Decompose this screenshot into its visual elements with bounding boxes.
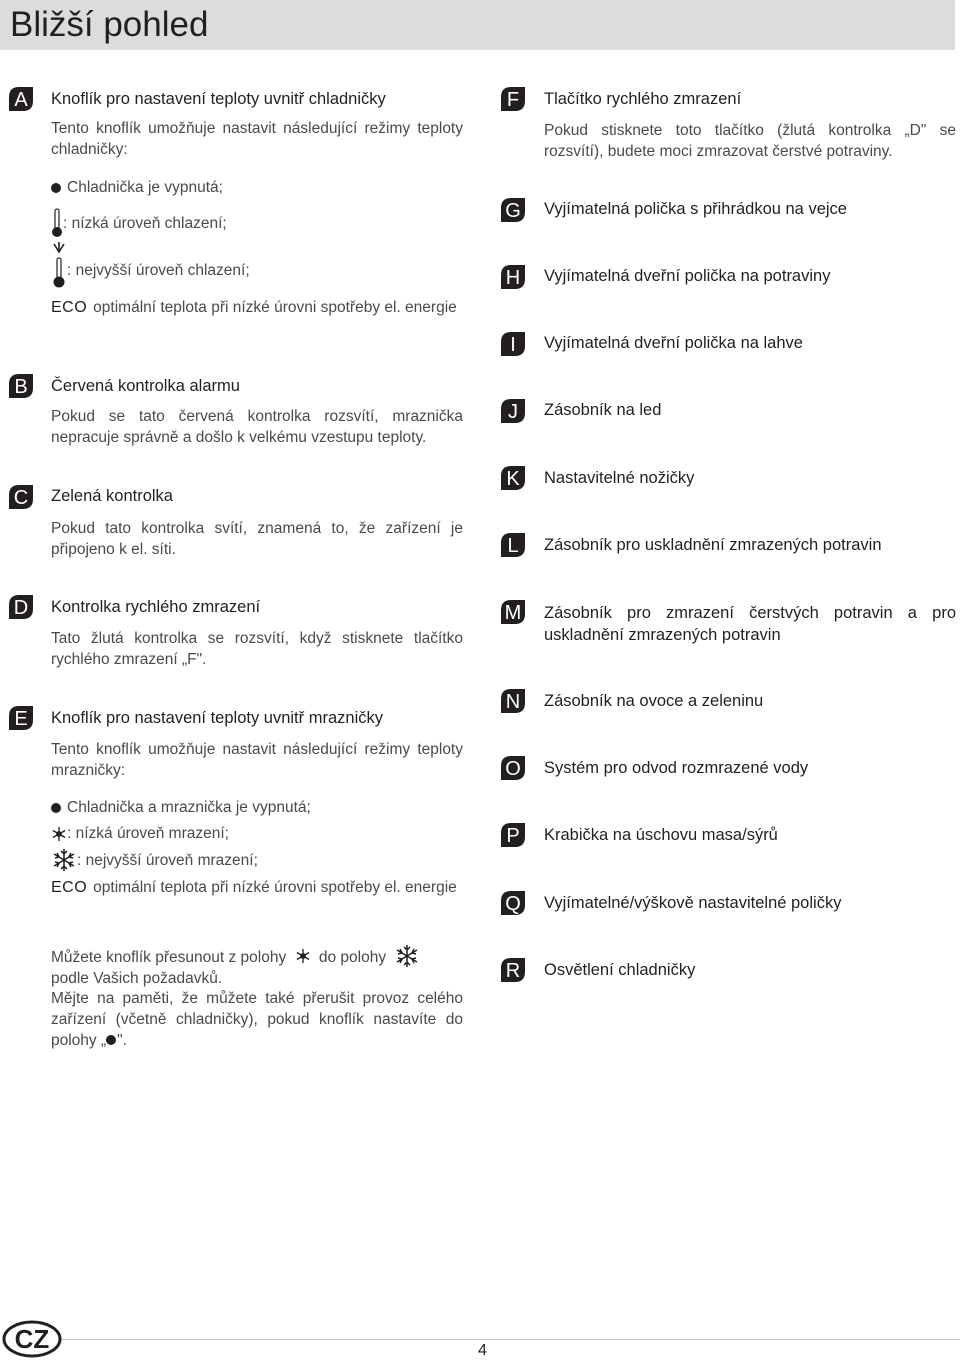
svg-text:J: J — [508, 401, 518, 423]
row-e-off-text: Chladnička a mraznička je vypnutá; — [67, 799, 311, 816]
heading-d: Kontrolka rychlého zmrazení — [51, 598, 261, 616]
badge-g — [498, 195, 528, 225]
eco-e-text: optimální teplota při nízké úrovni spotřeby el. energie — [93, 879, 457, 896]
svg-text:Q: Q — [505, 893, 521, 915]
row-a-high — [51, 242, 250, 290]
header-bar — [0, 0, 955, 50]
svg-text:C: C — [13, 487, 29, 509]
thermometer-high-icon — [51, 242, 67, 290]
heading-c: Zelená kontrolka — [51, 487, 173, 505]
badge-c — [6, 482, 36, 512]
heading-b: Červená kontrolka alarmu — [51, 377, 240, 395]
heading-j: Zásobník na led — [544, 401, 662, 419]
eco-a-text: optimální teplota při nízké úrovni spotřeby el. energie — [93, 299, 457, 316]
note-text-end: ". — [117, 1032, 127, 1049]
svg-text:P: P — [506, 825, 520, 847]
text-c: Pokud tato kontrolka svítí, znamená to, že zařízení je připojeno k el. síti. — [51, 520, 463, 558]
badge-q — [498, 888, 528, 918]
badge-i — [498, 329, 528, 359]
note-text-main: Mějte na paměti, že můžete také přerušit provoz celého zařízení (včetně chladničky), pokud knoflík nastavíte do polohy „ — [51, 990, 463, 1049]
thermometer-low-icon — [51, 208, 63, 238]
heading-i: Vyjímatelná dveřní polička na lahve — [544, 334, 803, 352]
svg-text:H: H — [505, 267, 521, 289]
note-text — [51, 988, 463, 1051]
svg-text:M: M — [504, 602, 522, 624]
heading-e: Knoflík pro nastavení teploty uvnitř mrazničky — [51, 709, 383, 727]
heading-q: Vyjímatelné/výškově nastavitelné poličky — [544, 894, 842, 912]
svg-text:L: L — [507, 535, 519, 557]
badge-d — [6, 592, 36, 622]
text-a: Tento knoflík umožňuje nastavit následující režimy teploty chladničky: — [51, 120, 463, 158]
text-d: Tato žlutá kontrolka se rozsvítí, když stisknete tlačítko rychlého zmrazení „F". — [51, 630, 463, 668]
svg-text:K: K — [506, 468, 520, 490]
badge-o — [498, 753, 528, 783]
heading-o: Systém pro odvod rozmrazené vody — [544, 759, 809, 777]
snowflake-small-icon — [51, 826, 67, 842]
badge-b — [6, 371, 36, 401]
text-b: Pokud se tato červená kontrolka rozsvítí, mraznička nepracuje správně a došlo k velkému vzestupu teploty. — [51, 408, 463, 446]
page-number: 4 — [478, 1342, 487, 1359]
heading-a: Knoflík pro nastavení teploty uvnitř chladničky — [51, 90, 386, 108]
svg-text:O: O — [505, 758, 521, 780]
badge-k — [498, 463, 528, 493]
svg-text:D: D — [13, 597, 29, 619]
heading-k: Nastavitelné nožičky — [544, 469, 695, 487]
badge-a — [6, 84, 36, 114]
heading-f: Tlačítko rychlého zmrazení — [544, 90, 742, 108]
move-text-b: do polohy — [318, 949, 387, 966]
svg-text:R: R — [505, 960, 521, 982]
svg-text:CZ: CZ — [14, 1324, 50, 1354]
heading-p: Krabička na úschovu masa/sýrů — [544, 826, 778, 844]
language-badge — [2, 1320, 62, 1358]
badge-l — [498, 530, 528, 560]
heading-g: Vyjímatelná polička s přihrádkou na vejce — [544, 200, 847, 218]
heading-n: Zásobník na ovoce a zeleninu — [544, 692, 764, 710]
svg-text:F: F — [506, 89, 520, 111]
badge-j — [498, 396, 528, 426]
badge-f — [498, 84, 528, 114]
svg-text:I: I — [510, 334, 516, 356]
badge-m — [498, 597, 528, 627]
page-title: Bližší pohled — [10, 5, 209, 44]
row-a-low-text: : nízká úroveň chlazení; — [63, 214, 227, 232]
badge-p — [498, 820, 528, 850]
eco-a — [51, 297, 463, 318]
footer-divider — [60, 1339, 960, 1340]
row-e-off — [51, 797, 311, 818]
move-text-a: Můžete knoflík přesunout z polohy — [51, 949, 287, 966]
off-dot-icon — [51, 803, 61, 813]
eco-a-label: ECO — [51, 299, 88, 316]
svg-text:A: A — [14, 89, 28, 111]
row-e-low-text: : nízká úroveň mrazení; — [67, 825, 229, 842]
snowflake-large-icon — [51, 848, 77, 872]
move-text-c: podle Vašich požadavků. — [51, 970, 223, 987]
row-e-high-text: : nejvyšší úroveň mrazení; — [77, 851, 258, 869]
text-f: Pokud stisknete toto tlačítko (žlutá kontrolka „D" se rozsvítí), budete moci zmrazovat čerstvé potraviny. — [544, 122, 956, 160]
row-a-off — [51, 177, 223, 198]
row-e-high — [51, 848, 258, 872]
badge-e — [6, 703, 36, 733]
row-e-low — [51, 823, 229, 844]
heading-m: Zásobník pro zmrazení čerstvých potravin a pro uskladnění zmrazených potravin — [544, 604, 956, 644]
svg-text:G: G — [505, 200, 521, 222]
row-a-off-text: Chladnička je vypnutá; — [67, 179, 223, 196]
snowflake-large-icon — [394, 944, 420, 968]
text-e: Tento knoflík umožňuje nastavit následující režimy teploty mrazničky: — [51, 741, 463, 779]
heading-r: Osvětlení chladničky — [544, 961, 696, 979]
badge-r — [498, 955, 528, 985]
heading-l: Zásobník pro uskladnění zmrazených potravin — [544, 536, 882, 554]
snowflake-small-icon — [295, 948, 311, 964]
row-a-high-text: : nejvyšší úroveň chlazení; — [67, 261, 250, 279]
eco-e — [51, 877, 463, 898]
row-a-low — [51, 208, 227, 238]
off-dot-icon — [51, 183, 61, 193]
svg-text:E: E — [14, 708, 28, 730]
off-dot-icon — [106, 1035, 116, 1045]
heading-h: Vyjímatelná dveřní polička na potraviny — [544, 267, 831, 285]
badge-n — [498, 686, 528, 716]
svg-text:N: N — [505, 691, 521, 713]
eco-e-label: ECO — [51, 879, 88, 896]
badge-h — [498, 262, 528, 292]
svg-text:B: B — [14, 376, 28, 398]
move-text — [51, 944, 463, 989]
